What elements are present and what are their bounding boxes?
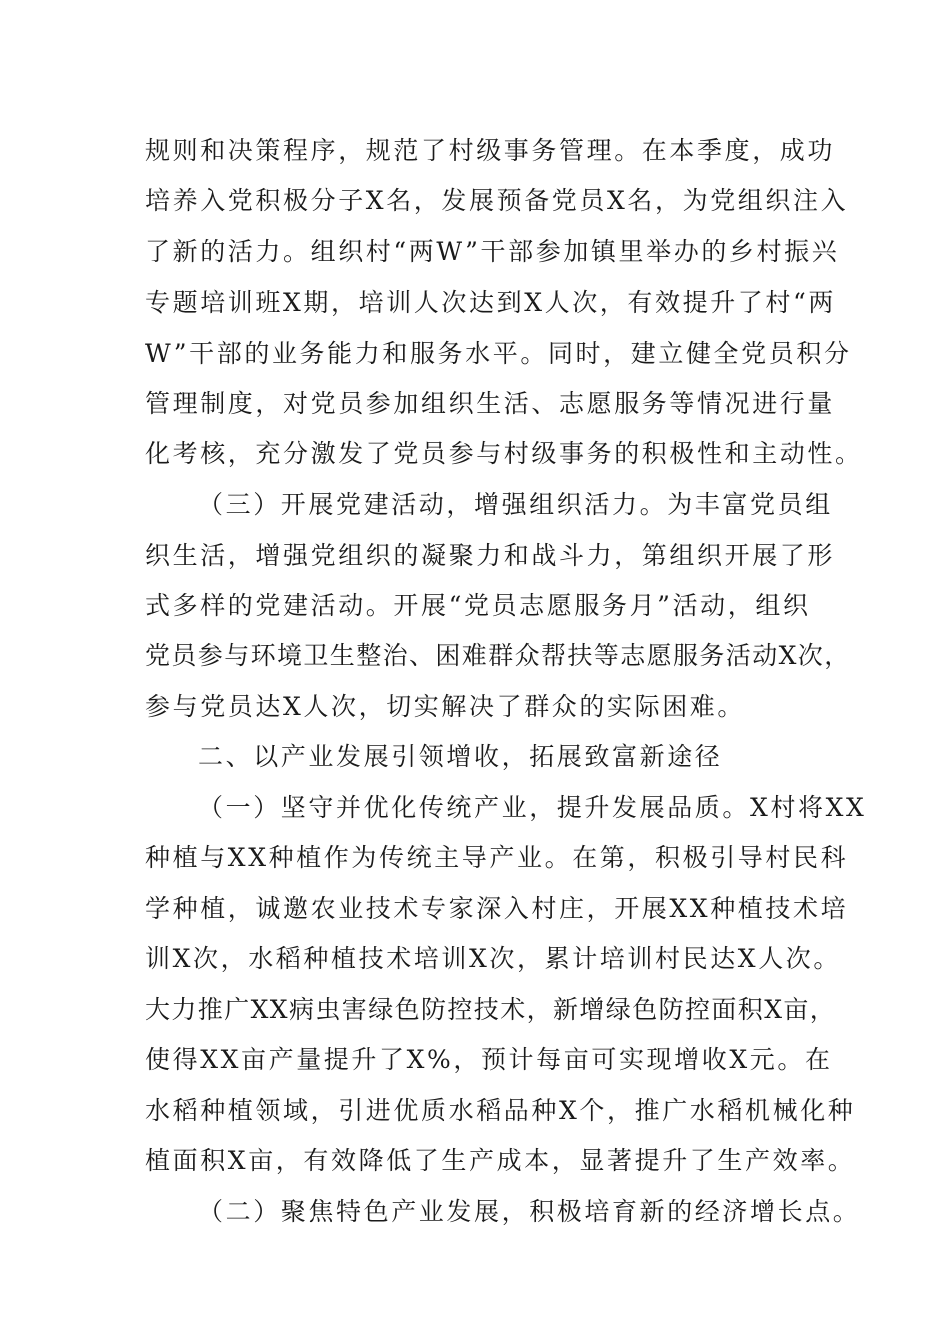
text-line: 水稻种植领域，引进优质水稻品种X个，推广水稻机械化种: [145, 1096, 856, 1125]
text-line: 了新的活力。组织村“两W”干部参加镇里举办的乡村振兴: [145, 237, 840, 266]
text-line: 织生活，增强党组织的凝聚力和战斗力，第组织开展了形: [145, 541, 836, 570]
text-line: W”干部的业务能力和服务水平。同时，建立健全党员积分: [145, 339, 852, 368]
text-line: 训X次，水稻种植技术培训X次，累计培训村民达X人次。: [145, 944, 841, 973]
text-line: 党员参与环境卫生整治、困难群众帮扶等志愿服务活动X次，: [145, 641, 851, 670]
text-line: 化考核，充分激发了党员参与村级事务的积极性和主动性。: [145, 439, 863, 468]
text-line: 种植与XX种植作为传统主导产业。在第，积极引导村民科: [145, 843, 849, 872]
text-line: 管理制度，对党员参加组织生活、志愿服务等情况进行量: [145, 389, 836, 418]
text-line: 使得XX亩产量提升了X%，预计每亩可实现增收X元。在: [145, 1045, 833, 1074]
text-line: 大力推广XX病虫害绿色防控技术，新增绿色防控面积X亩，: [145, 995, 837, 1024]
chapter-heading: 二、以产业发展引领增收，拓展致富新途径: [198, 742, 723, 771]
text-line: 学种植，诚邀农业技术专家深入村庄，开展XX种植技术培: [145, 894, 849, 923]
text-line: 参与党员达X人次，切实解决了群众的实际困难。: [145, 692, 745, 721]
text-line: 规则和决策程序，规范了村级事务管理。在本季度，成功: [145, 136, 836, 165]
section-heading-1: （一）坚守并优化传统产业，提升发展品质。X村将XX: [198, 793, 867, 822]
text-line: 式多样的党建活动。开展“党员志愿服务月”活动，组织: [145, 591, 811, 620]
text-line: 培养入党积极分子X名，发展预备党员X名，为党组织注入: [145, 186, 849, 215]
section-heading-2: （二）聚焦特色产业发展，积极培育新的经济增长点。: [198, 1197, 861, 1226]
section-heading-3: （三）开展党建活动，增强组织活力。为丰富党员组: [198, 490, 833, 519]
text-line: 专题培训班X期，培训人次达到X人次，有效提升了村“两: [145, 288, 836, 317]
text-line: 植面积X亩，有效降低了生产成本，显著提升了生产效率。: [145, 1146, 856, 1175]
